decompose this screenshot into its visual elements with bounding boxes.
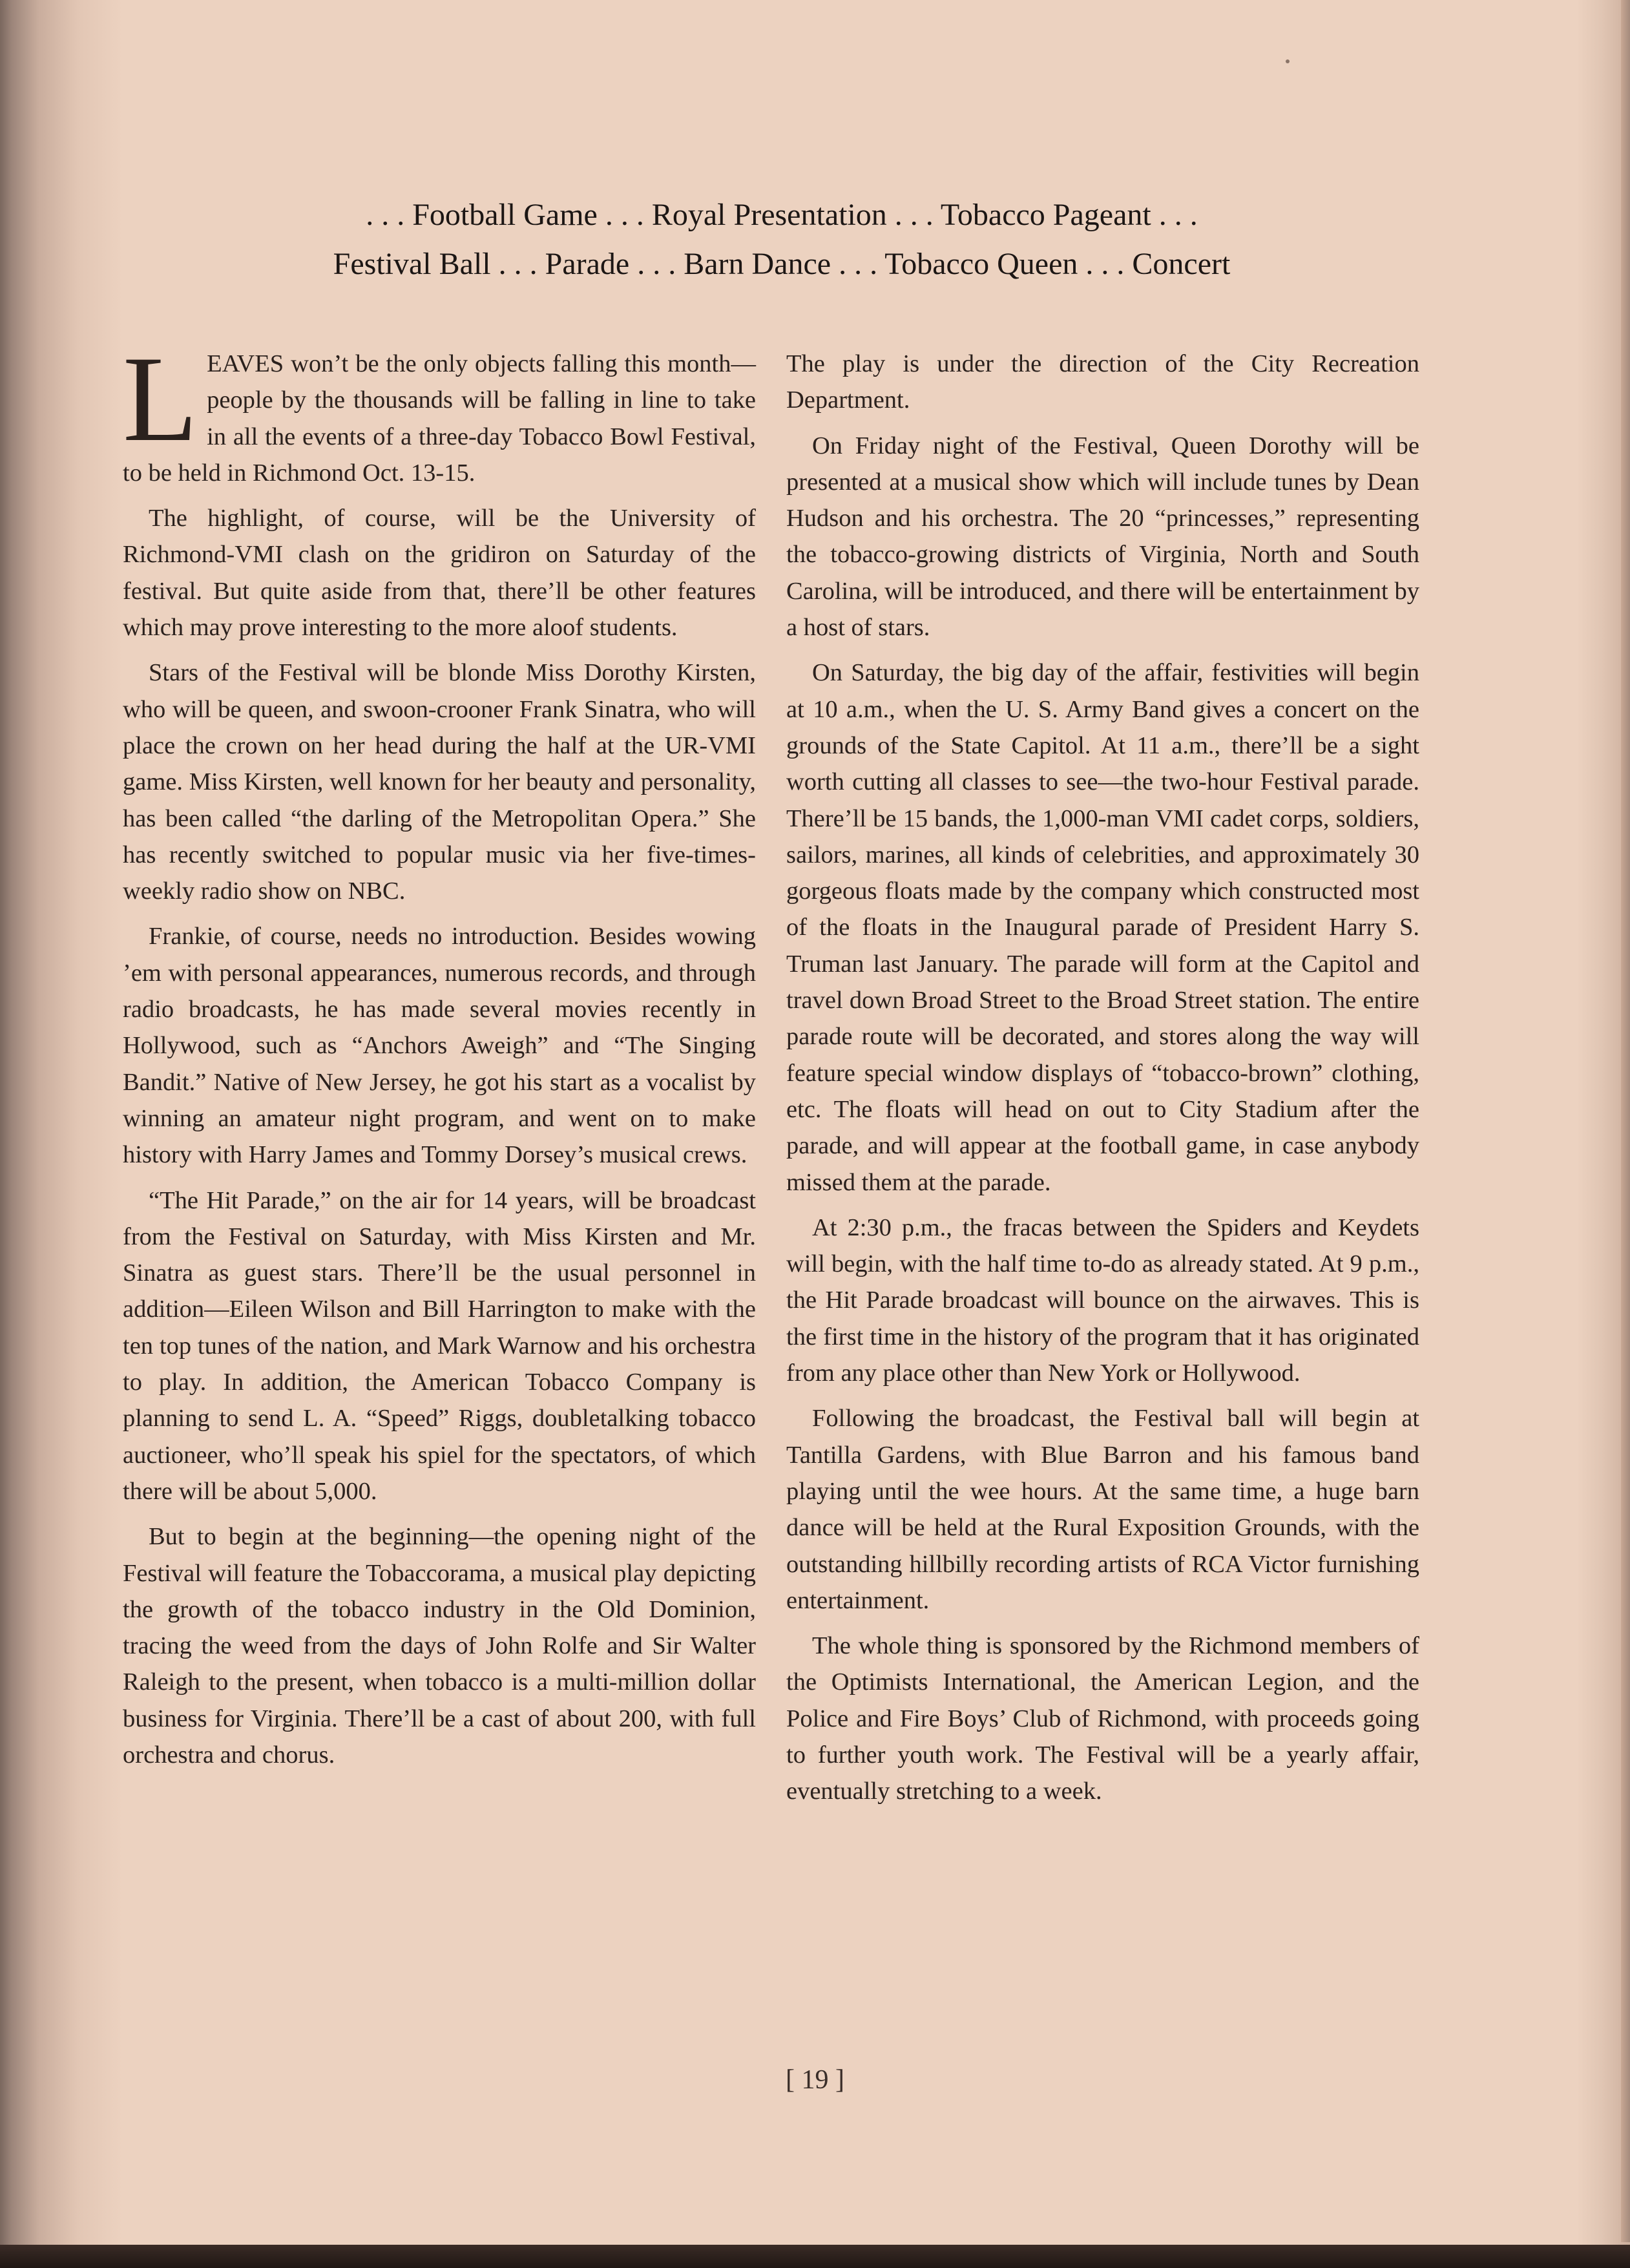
article-paragraph: The whole thing is sponsored by the Richmond members of the Optimists International, the American Legion, and the Police and Fire Boys’ Club of Richmond, with proceeds going to further youth work. The Festival will be a yearly affair, eventually stretching to a week. bbox=[786, 1632, 1419, 1805]
page-number: [ 19 ] bbox=[786, 2065, 844, 2095]
article-column-right bbox=[786, 346, 1419, 1819]
article-paragraph: The play is under the direction of the City Recreation Department. bbox=[786, 350, 1419, 414]
page-edge-shadow bbox=[1621, 0, 1630, 2242]
article-paragraph: Stars of the Festival will be blonde Miss Dorothy Kirsten, who will be queen, and swoon-crooner Frank Sinatra, who will place the crown on her head during the half at the UR-VMI game. Miss Kirsten, well known for her beauty and personality, has been called “the darling of the Metropolitan Opera.” She has recently switched to popular music via her five-times-weekly radio show on NBC. bbox=[123, 659, 756, 905]
event-list-header bbox=[129, 191, 1434, 289]
scan-bottom-border bbox=[0, 2245, 1630, 2268]
article-paragraph: “The Hit Parade,” on the air for 14 years, will be broadcast from the Festival on Saturday, with Miss Kirsten and Mr. Sinatra as guest stars. There’ll be the usual personnel in addition—Eileen Wilson and Bill Harrington to make with the ten top tunes of the nation, and Mark Warnow and his orchestra to play. In addition, the American Tobacco Company is planning to send L. A. “Speed” Riggs, doubletalking tobacco auctioneer, who’ll speak his spiel for the spectators, of which there will be about 5,000. bbox=[123, 1186, 756, 1505]
article-paragraph: Frankie, of course, needs no introduction. Besides wowing ’em with personal appearances, numerous records, and through radio broadcasts, he has made several movies recently in Hollywood, such as “Anchors Aweigh” and “The Singing Bandit.” Native of New Jersey, he got his start as a vocalist by winning an amateur night program, and went on to make history with Harry James and Tommy Dorsey’s musical crews. bbox=[123, 923, 756, 1169]
paper-speck bbox=[1286, 59, 1290, 63]
article-paragraph: But to begin at the beginning—the opening night of the Festival will feature the Tobaccorama, a musical play depicting the growth of the tobacco industry in the Old Dominion, tracing the weed from the days of John Rolfe and Sir Walter Raleigh to the present, when tobacco is a multi-million dollar business for Virginia. There’ll be a cast of about 200, with full orchestra and chorus. bbox=[123, 1523, 756, 1769]
article-paragraph: Following the broadcast, the Festival ball will begin at Tantilla Gardens, with Blue Barron and his famous band playing until the wee hours. At the same time, a huge barn dance will be held at the Rural Exposition Grounds, with the outstanding hillbilly recording artists of RCA Victor furnishing entertainment. bbox=[786, 1405, 1419, 1614]
article-paragraph: The highlight, of course, will be the University of Richmond-VMI clash on the gridiron on Saturday of the festival. But quite aside from that, there’ll be other features which may prove interesting to the more aloof students. bbox=[123, 505, 756, 642]
article-paragraph: At 2:30 p.m., the fracas between the Spiders and Keydets will begin, with the half time to-do as already stated. At 9 p.m., the Hit Parade broadcast will bounce on the airwaves. This is the first time in the history of the program that it has originated from any place other than New York or Hollywood. bbox=[786, 1213, 1419, 1387]
header-line-1: . . . Football Game . . . Royal Presentation . . . Tobacco Pageant . . . bbox=[366, 198, 1198, 232]
header-line-2: Festival Ball . . . Parade . . . Barn Dance . . . Tobacco Queen . . . Concert bbox=[333, 247, 1231, 281]
article-paragraph: LEAVES won’t be the only objects falling this month—people by the thousands will be falling in line to take in all the events of a three-day Tobacco Bowl Festival, to be held in Richmond Oct. 13-15. bbox=[123, 331, 756, 487]
article-column-left bbox=[123, 331, 756, 1782]
drop-cap: L bbox=[123, 331, 198, 467]
article-paragraph: On Friday night of the Festival, Queen Dorothy will be presented at a musical show which will include tunes by Dean Hudson and his orchestra. The 20 “princesses,” representing the tobacco-growing districts of Virginia, North and South Carolina, will be introduced, and there will be entertainment by a host of stars. bbox=[786, 432, 1419, 642]
article-paragraph: On Saturday, the big day of the affair, festivities will begin at 10 a.m., when the U. S. Army Band gives a concert on the grounds of the State Capitol. At 11 a.m., there’ll be a sight worth cutting all classes to see—the two-hour Festival parade. There’ll be 15 bands, the 1,000-man VMI cadet corps, soldiers, sailors, marines, all kinds of celebrities, and approximately 30 gorgeous floats made by the company which constructed most of the floats in the Inaugural parade of President Harry S. Truman last January. The parade will form at the Capitol and travel down Broad Street to the Broad Street station. The entire parade route will be decorated, and stores along the way will feature special window displays of “tobacco-brown” clothing, etc. The floats will head on out to City Stadium after the parade, and will appear at the football game, in case anybody missed them at the parade. bbox=[786, 659, 1419, 1196]
